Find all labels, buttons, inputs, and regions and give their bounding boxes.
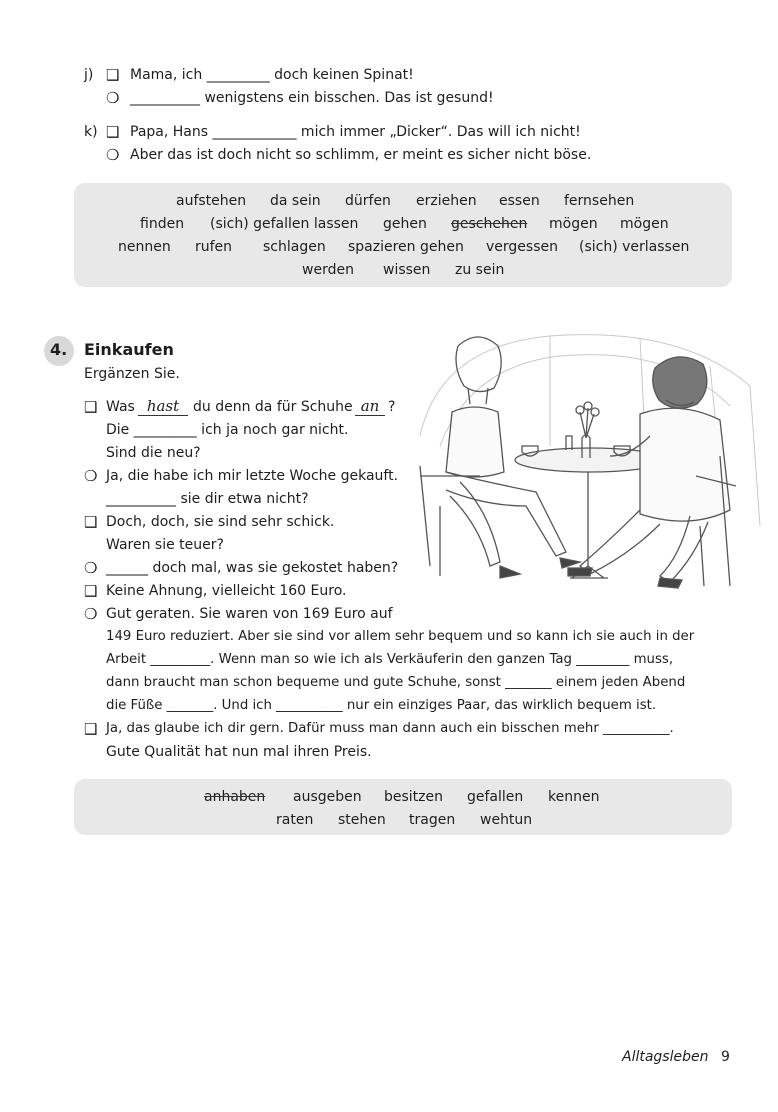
dialogue-line-11: 149 Euro reduziert. Aber sie sind vor allem sehr bequem und so kann ich sie auch in der [106, 629, 695, 644]
page-number: 9 [721, 1049, 730, 1065]
word-box-2-item: kennen [548, 789, 600, 805]
word-box-1-item: (sich) verlassen [579, 239, 690, 255]
word-box-1-item: fernsehen [564, 193, 635, 209]
dialogue-line-16: Gute Qualität hat nun mal ihren Preis. [106, 744, 372, 760]
word-box-1-item: aufstehen [176, 193, 247, 209]
word-box-1-item: mögen [549, 216, 598, 232]
dialogue-line-1b: du denn da für Schuhe [193, 399, 353, 415]
word-box-2-item: wehtun [480, 812, 533, 828]
word-box-1-item: dürfen [345, 193, 391, 209]
word-box-1-item: essen [499, 193, 540, 209]
circle-bullet-icon: ❍ [84, 559, 98, 577]
dialogue-line-3: Sind die neu? [106, 445, 201, 461]
dialogue-line-10: Gut geraten. Sie waren von 169 Euro auf [106, 606, 393, 622]
checkbox-square-icon: ❑ [84, 513, 98, 531]
dialogue-line-2: Die _________ ich ja noch gar nicht. [106, 422, 349, 438]
checkbox-square-icon: ❑ [84, 398, 98, 416]
dialogue-line-12: Arbeit _________. Wenn man so wie ich als Verkäuferin den ganzen Tag ________ muss, [106, 652, 674, 667]
word-box-1-item: zu sein [455, 262, 505, 278]
dialogue-line-13: dann braucht man schon bequeme und gute Schuhe, sonst _______ einem jeden Abend [106, 675, 686, 690]
word-box-2-item: ausgeben [293, 789, 362, 805]
cafe-illustration [400, 326, 772, 626]
dialogue-line-1c: ? [388, 399, 396, 415]
word-box-1-item: spazieren gehen [348, 239, 464, 255]
word-box-1-item: (sich) gefallen lassen [210, 216, 359, 232]
word-box-2-item: gefallen [467, 789, 524, 805]
dialogue-line-8: ______ doch mal, was sie gekostet haben? [106, 560, 399, 576]
word-box-1-item: nennen [118, 239, 171, 255]
dialogue-line-15: Ja, das glaube ich dir gern. Dafür muss man dann auch ein bisschen mehr __________. [106, 721, 674, 736]
word-box-1-item: rufen [195, 239, 233, 255]
checkbox-square-icon: ❑ [84, 582, 98, 600]
dialogue-line-1a: Was [106, 399, 135, 415]
word-box-1-item: erziehen [416, 193, 477, 209]
word-box-1-item: finden [140, 216, 185, 232]
dialogue-answer-hast: hast [138, 397, 188, 416]
circle-bullet-icon: ❍ [106, 146, 120, 164]
word-box-1-item: werden [302, 262, 354, 278]
circle-bullet-icon: ❍ [84, 467, 98, 485]
dialogue-line-6: Doch, doch, sie sind sehr schick. [106, 514, 335, 530]
word-box-1-item: mögen [620, 216, 669, 232]
item-k-line2: Aber das ist doch nicht so schlimm, er meint es sicher nicht böse. [130, 147, 592, 163]
item-j-line1: Mama, ich _________ doch keinen Spinat! [130, 67, 414, 83]
checkbox-square-icon: ❑ [84, 720, 98, 738]
checkbox-square-icon: ❑ [106, 66, 120, 84]
word-box-1-item: wissen [383, 262, 431, 278]
word-box-2-item: tragen [409, 812, 456, 828]
dialogue-line-7: Waren sie teuer? [106, 537, 224, 553]
dialogue-line-14: die Füße _______. Und ich __________ nur ein einziges Paar, das wirklich bequem ist. [106, 698, 657, 713]
word-box-2-item: besitzen [384, 789, 444, 805]
dialogue-line-4: Ja, die habe ich mir letzte Woche gekauft. [106, 468, 399, 484]
dialogue-answer-an: an [355, 397, 385, 416]
exercise-title: Einkaufen [84, 340, 174, 359]
word-box-1-item: gehen [383, 216, 427, 232]
exercise-instruction: Ergänzen Sie. [84, 366, 180, 382]
item-j-line2: __________ wenigstens ein bisschen. Das ist gesund! [130, 90, 494, 106]
checkbox-square-icon: ❑ [106, 123, 120, 141]
word-box-2-item-crossed-out: anhaben [204, 789, 266, 805]
word-box-2-item: raten [276, 812, 314, 828]
item-j-label: j) [84, 67, 94, 83]
word-box-1-item: vergessen [486, 239, 558, 255]
exercise-number: 4. [50, 340, 68, 359]
item-k-line1: Papa, Hans ____________ mich immer „Dicker“. Das will ich nicht! [130, 124, 581, 140]
word-box-1-item: da sein [270, 193, 321, 209]
circle-bullet-icon: ❍ [106, 89, 120, 107]
word-box-1-item: schlagen [263, 239, 326, 255]
word-box-1-item-crossed-out: geschehen [451, 216, 528, 232]
word-box-2-item: stehen [338, 812, 386, 828]
item-k-label: k) [84, 124, 98, 140]
dialogue-line-5: __________ sie dir etwa nicht? [106, 491, 309, 507]
footer-section-title: Alltagsleben [622, 1049, 709, 1065]
circle-bullet-icon: ❍ [84, 605, 98, 623]
dialogue-line-9: Keine Ahnung, vielleicht 160 Euro. [106, 583, 347, 599]
